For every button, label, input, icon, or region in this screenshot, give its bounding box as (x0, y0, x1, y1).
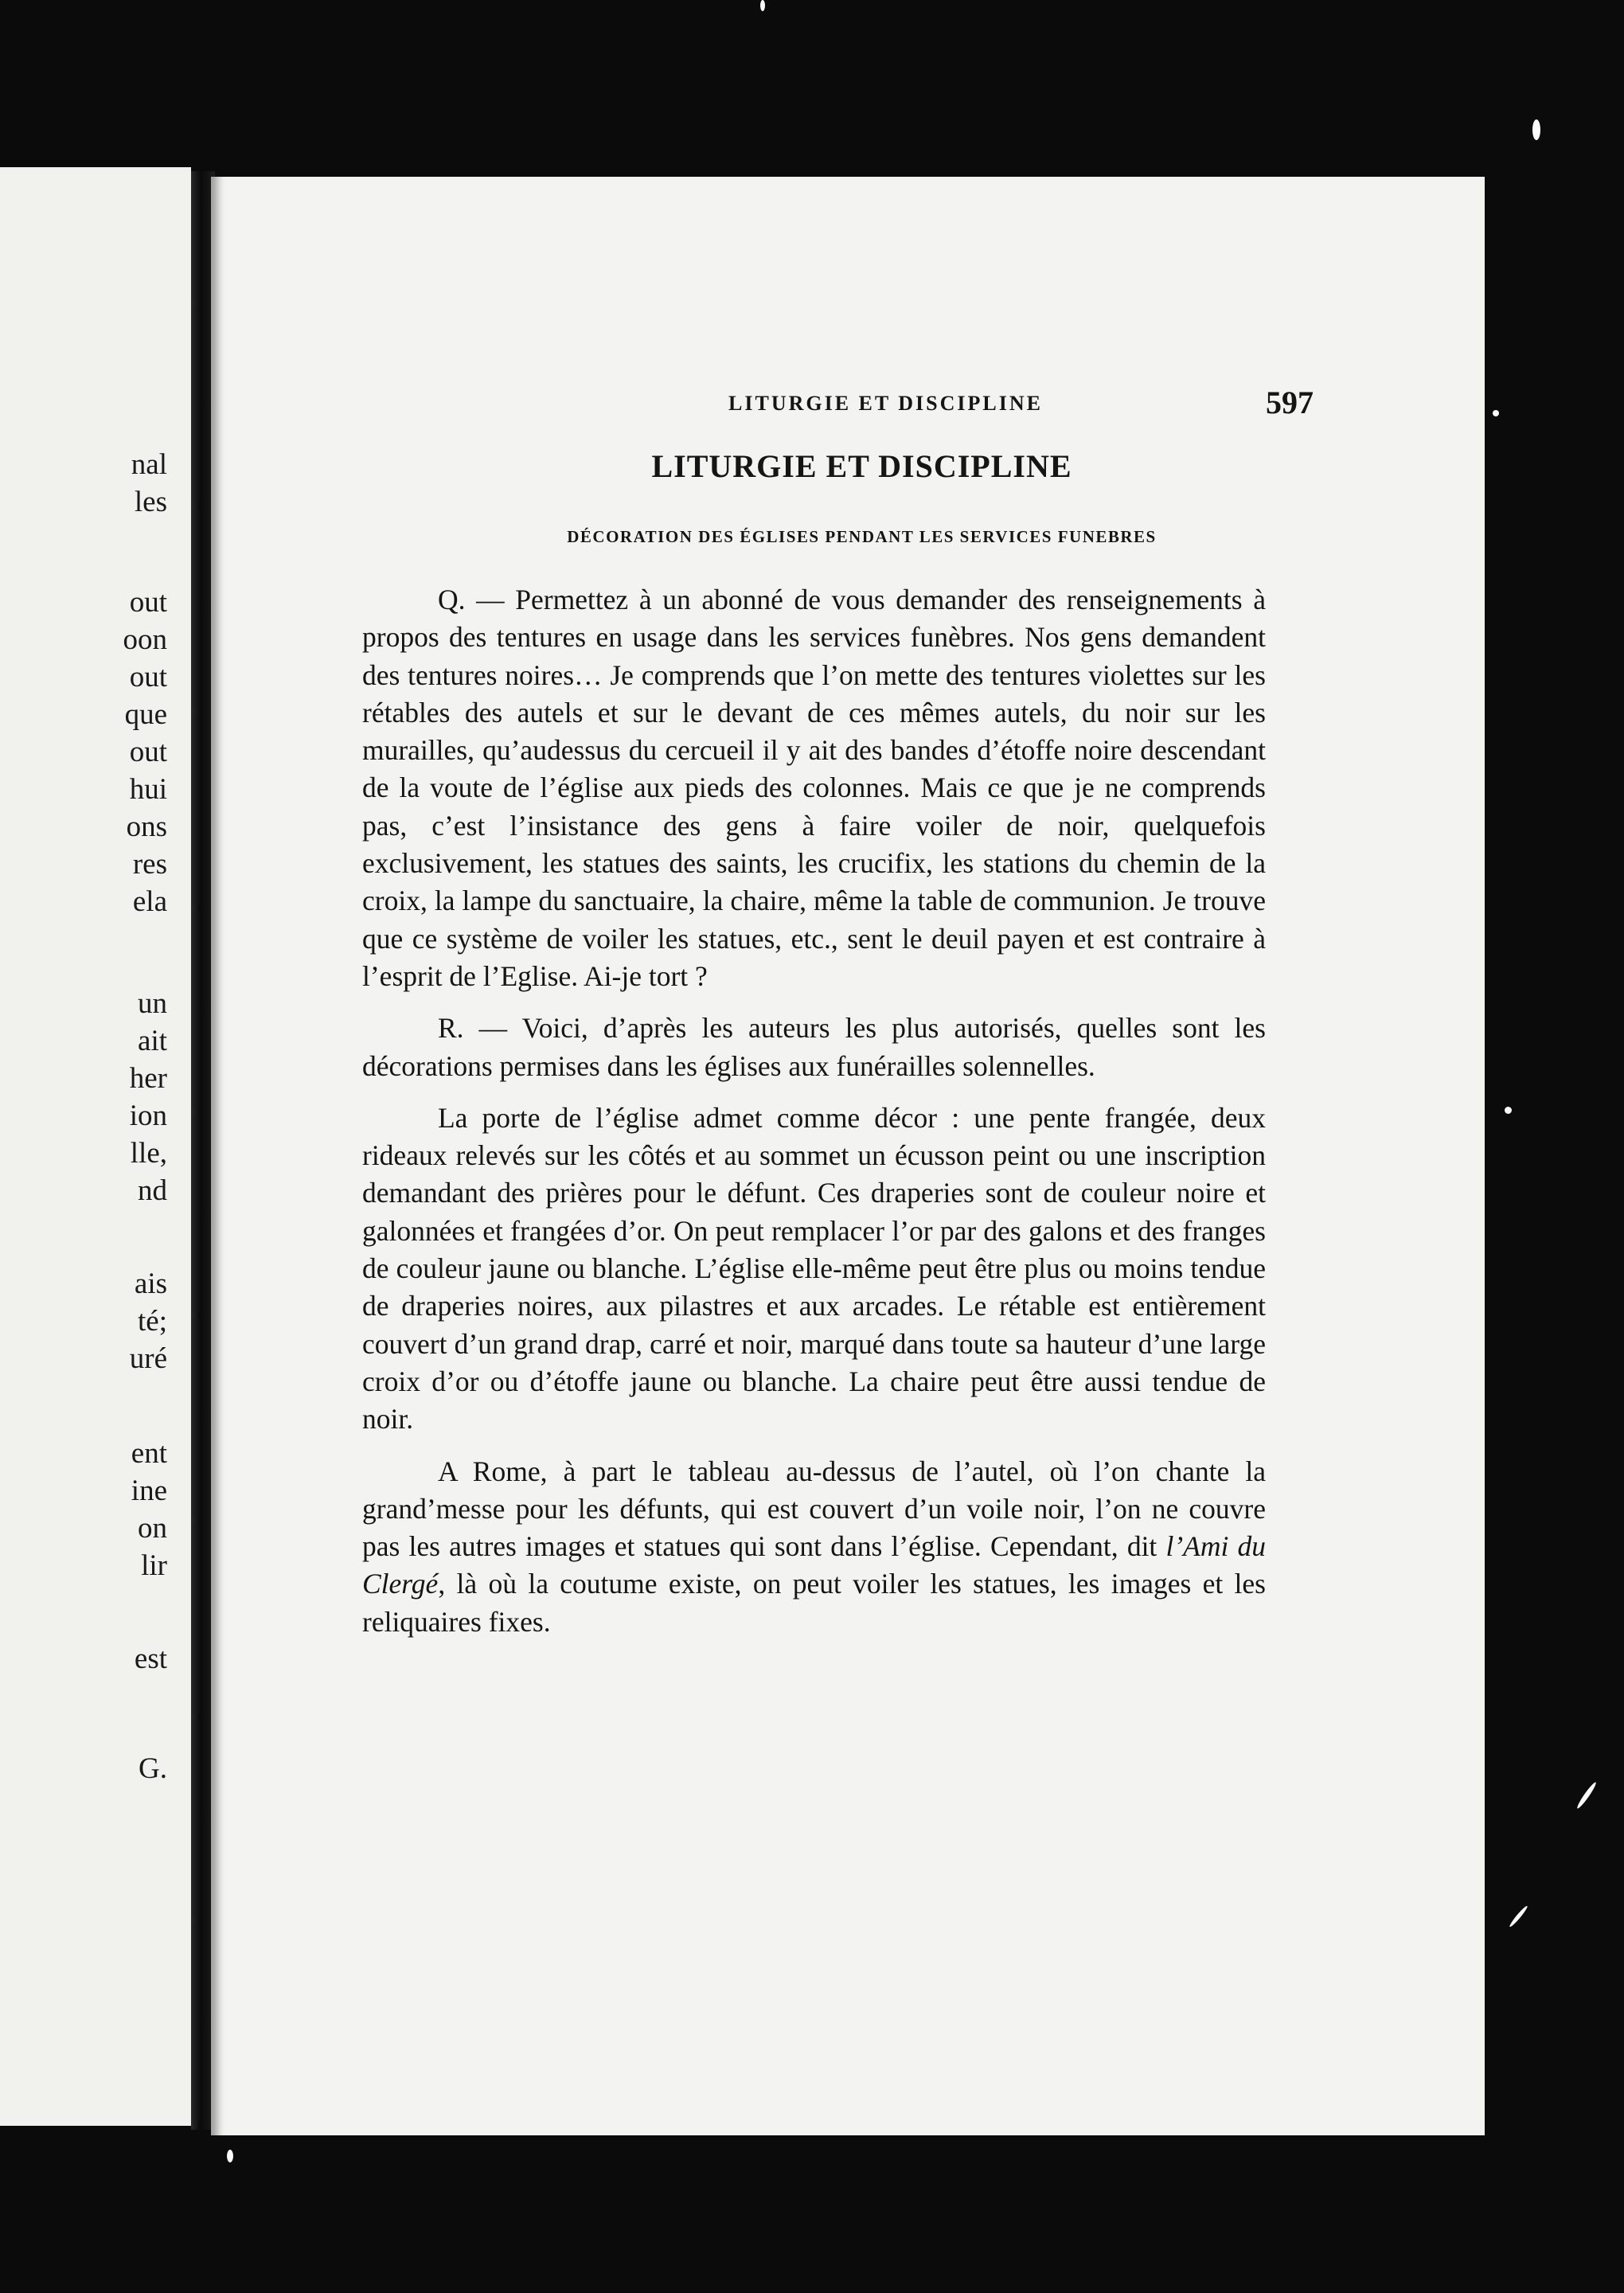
answer-paragraph: R. — Voici, d’après les auteurs les plus autorisés, quelles sont les décorations permises dans les églises aux funérailles solennelles. (362, 1012, 1266, 1082)
left-page-fragment: nd (138, 1174, 167, 1207)
left-page-fragment: her (129, 1062, 167, 1095)
left-page-fragment: té; (138, 1305, 167, 1338)
cited-title: l’Ami du Clergé (362, 1530, 1267, 1600)
page-number: 597 (1266, 385, 1314, 420)
left-page-fragment: oon (123, 623, 167, 656)
left-page-fragment: hui (129, 773, 167, 806)
article-subtitle: DÉCORATION DES ÉGLISES PENDANT LES SERVICES FUNEBRES (567, 527, 1157, 546)
question-paragraph: Q. — Permettez à un abonné de vous demander des renseignements à propos des tentures en usage dans les services funèbres. Nos gens demandent des tentures noires… Je comprends que l’on mette des tentures violettes sur les rétables des autels et sur le devant de ces mêmes autels, du noir sur les murailles, qu’audessus du cercueil il y ait des bandes d’étoffe noire descendant de la voute de l’église aux pieds des colonnes. Mais ce que je ne comprends pas, c’est l’insistance des gens à faire voiler de noir, quelquefois exclusivement, les statues des saints, les crucifix, les stations du chemin de la croix, la lampe du sanctuaire, la chaire, même la table de communion. Je trouve que ce système de voiler les statues, etc., sent le deuil payen et est contraire à l’esprit de l’Eglise. Ai-je tort ? (362, 584, 1266, 992)
left-page-fragment: ons (126, 811, 167, 843)
left-page-fragment: res (132, 848, 167, 881)
left-page-fragment: out (129, 736, 167, 768)
body-paragraph: La porte de l’église admet comme décor : une pente frangée, deux rideaux relevés sur les côtés et au sommet un écusson peint ou une inscription demandant des prières pour le défunt. Ces draperies sont de couleur noire et galonnées et frangées d’or. On peut remplacer l’or par des galons et des franges de couleur jaune ou blanche. L’église elle-même peut être plus ou moins tendue de draperies noires, aux pilastres et aux arcades. Le rétable est entièrement couvert d’un grand drap, carré et noir, marqué dans toute sa hauteur d’une large croix d’or ou d’étoffe jaune ou blanche. La chaire peut être aussi tendue de noir. (362, 1101, 1266, 1436)
right-page (211, 177, 1485, 2135)
left-page-fragment: les (134, 486, 167, 518)
left-page-fragment: est (134, 1643, 167, 1675)
left-page-fragment: ent (131, 1437, 167, 1470)
closing-text-after: , là où la coutume existe, on peut voiler les statues, les images et les reliquaires fixes. (362, 1568, 1266, 1638)
left-page-fragment: on (138, 1512, 167, 1545)
left-page-fragment: ela (132, 885, 167, 918)
closing-text-before: A Rome, à part le tableau au-dessus de l’autel, où l’on chante la grand’messe pour les défunts, qui est couvert d’un voile noir, l’on ne couvre pas les autres images et statues qui sont dans l’église. Cependant, dit (362, 1455, 1266, 1563)
left-page-fragment: un (138, 987, 167, 1020)
left-page-fragment: out (129, 586, 167, 619)
article-body (362, 581, 1266, 1655)
left-page-fragment: ion (129, 1100, 167, 1132)
left-page-fragment: uré (129, 1342, 167, 1375)
left-page-fragment: G. (139, 1752, 167, 1785)
running-head (362, 384, 1314, 424)
left-page-fragment: nal (131, 448, 167, 481)
running-title: LITURGIE ET DISCIPLINE (728, 392, 1043, 415)
closing-paragraph (362, 1453, 1266, 1641)
left-page-fragment: que (124, 698, 167, 731)
left-page-fragment: ine (131, 1475, 167, 1507)
left-page-fragment: lle, (130, 1137, 167, 1170)
left-page-fragment: out (129, 661, 167, 693)
left-page-fragment: ais (134, 1268, 167, 1300)
left-page-fragment: lir (141, 1549, 167, 1582)
article-title: LITURGIE ET DISCIPLINE (651, 448, 1072, 484)
left-page-fragment: ait (138, 1025, 167, 1057)
left-facing-page (0, 167, 191, 2126)
